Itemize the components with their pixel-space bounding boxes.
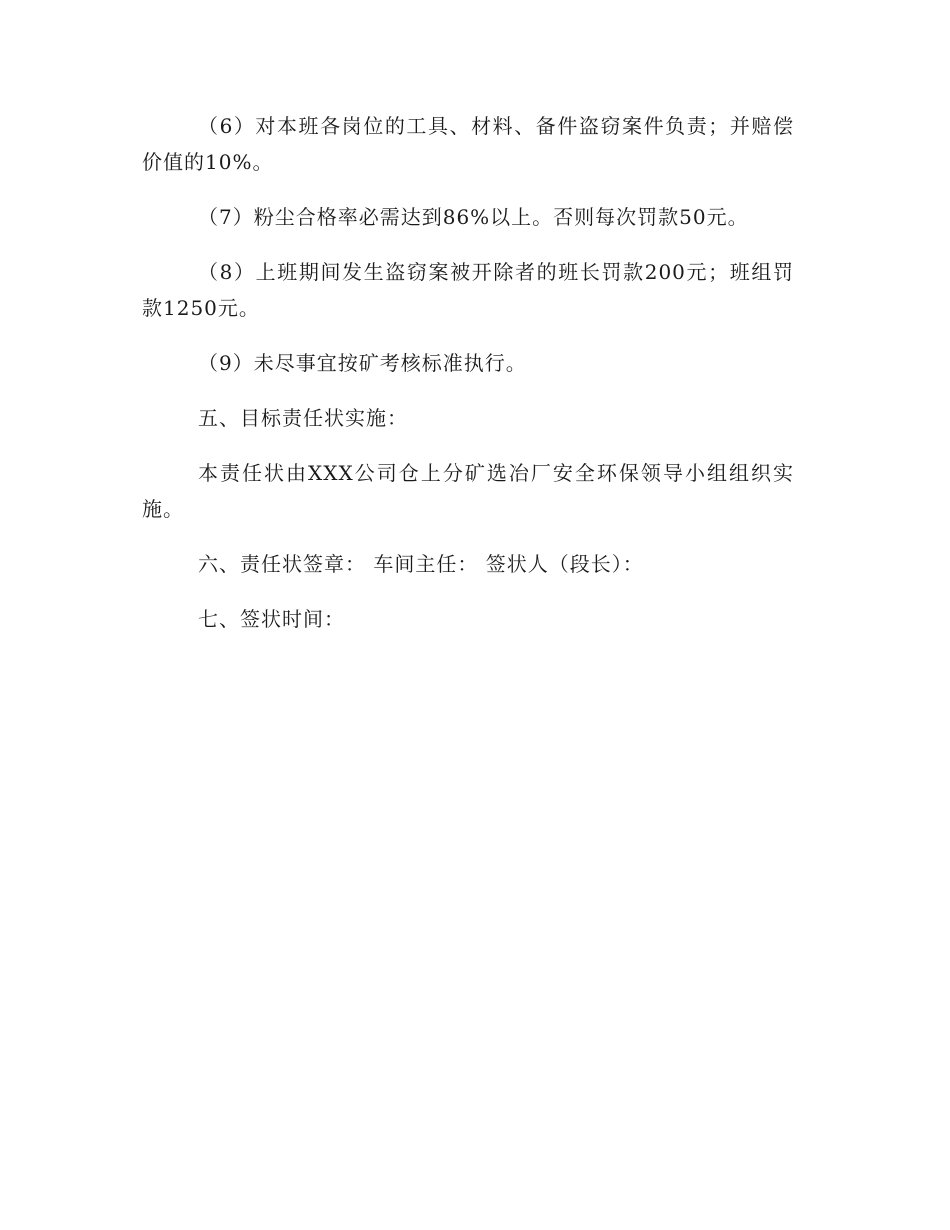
section-5-body: 本责任状由XXX公司仓上分矿选冶厂安全环保领导小组组织实施。	[142, 461, 794, 521]
document-body	[142, 108, 794, 656]
clause-7: （7）粉尘合格率必需达到86%以上。否则每次罚款50元。	[198, 205, 749, 229]
section-5-heading: 五、目标责任状实施：	[198, 406, 408, 430]
section-6-signatures: 六、责任状签章： 车间主任： 签状人（段长）：	[198, 552, 644, 576]
clause-9: （9）未尽事宜按矿考核标准执行。	[198, 351, 527, 375]
clause-6: （6）对本班各岗位的工具、材料、备件盗窃案件负责；并赔偿价值的10%。	[142, 114, 794, 174]
section-7-sign-date: 七、签状时间：	[198, 607, 345, 631]
clause-8: （8）上班期间发生盗窃案被开除者的班长罚款200元；班组罚款1250元。	[142, 260, 794, 320]
